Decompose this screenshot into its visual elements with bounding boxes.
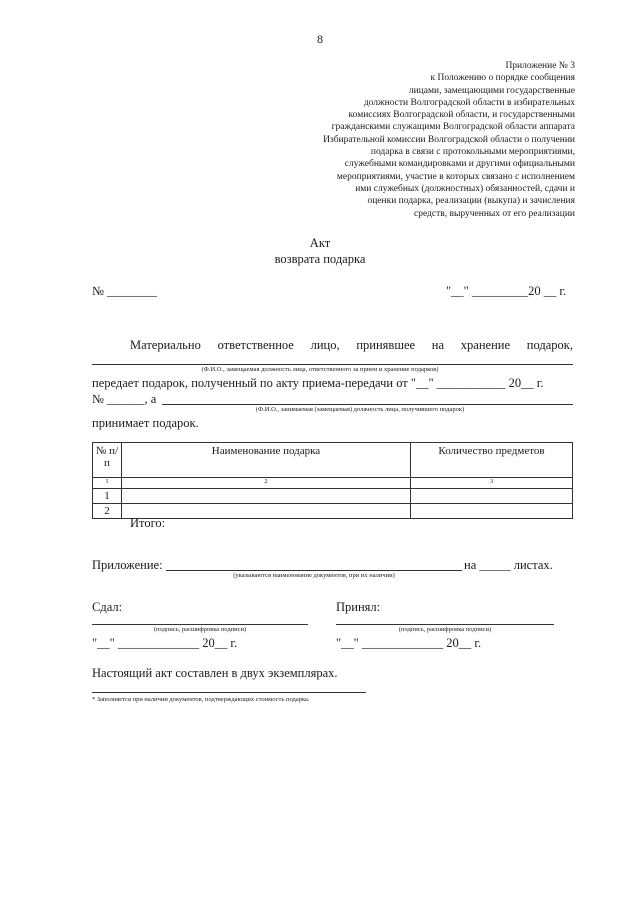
appendix-line: к Положению о порядке сообщения [430, 73, 575, 84]
fill-line-attachment [166, 570, 462, 571]
appendix-line: Приложение № 3 [505, 61, 575, 71]
act-number: № ________ [92, 284, 158, 298]
closing-text: Настоящий акт составлен в двух экземплярах. [92, 666, 338, 680]
appendix-line: ими служебных (должностных) обязанностей, сдачи и [355, 183, 575, 194]
appendix-line: оценки подарка, реализации (выкупа) и зачисления [367, 196, 575, 207]
table-header-cell: Наименование подарка [122, 443, 411, 478]
fill-line-recipient [162, 404, 573, 405]
appendix-header [255, 60, 575, 220]
caption-responsible: (Ф.И.О., замещаемая должность лица, ответственного за прием и хранение подарков) [201, 366, 439, 373]
table-row [93, 489, 573, 504]
table-cell [411, 504, 573, 519]
table-cell [122, 489, 411, 504]
signature-line-left [92, 624, 308, 625]
para-word: принявшее [356, 338, 416, 352]
caption-signature-left: (подпись, расшифровка подписи) [153, 626, 247, 633]
act-date: "__" _________20 __ г. [446, 284, 567, 298]
signature-date-right: "__" _____________ 20__ г. [336, 636, 482, 650]
table-header-row [93, 443, 573, 478]
table-column-number: 3 [411, 478, 573, 489]
para-word: подарок, [526, 338, 573, 352]
signature-date-left: "__" _____________ 20__ г. [92, 636, 238, 650]
attachment-sheets: на _____ листах. [464, 558, 553, 572]
appendix-line: Избирательной комиссии Волгоградской области о получении [323, 134, 575, 145]
para-word: лицо, [310, 338, 340, 352]
attachment-label: Приложение: [92, 558, 163, 572]
appendix-line: мероприятиями, участие в которых связано с исполнением [336, 171, 575, 182]
table-header-cell: № п/п [93, 443, 122, 478]
appendix-line: средств, вырученных от его реализации [414, 208, 575, 219]
page-number: 8 [317, 32, 323, 46]
footnote-separator [92, 692, 366, 693]
para-word: хранение [460, 338, 511, 352]
gifts-table [92, 442, 573, 519]
table-column-number: 1 [93, 478, 122, 489]
para-word: на [431, 338, 445, 352]
paragraph-accepts: принимает подарок. [92, 416, 199, 430]
table-cell: 2 [93, 504, 122, 519]
para-word: ответственное [217, 338, 294, 352]
total-label: Итого: [130, 516, 166, 530]
appendix-line: подарка в связи с протокольными мероприятиями, [370, 147, 575, 158]
table-column-number-row [93, 478, 573, 489]
para-word: Материально [130, 338, 201, 352]
fill-line-responsible [92, 364, 573, 365]
table-column-number: 2 [122, 478, 411, 489]
handed-label: Сдал: [92, 600, 123, 614]
table-cell: 1 [93, 489, 122, 504]
caption-signature-right: (подпись, расшифровка подписи) [398, 626, 492, 633]
footnote: * Заполняется при наличии документов, подтверждающих стоимость подарка. [92, 696, 310, 703]
document-title: Акт [309, 236, 331, 250]
caption-attachment: (указываются наименование документов, при их наличии) [233, 572, 395, 579]
signature-line-right [336, 624, 554, 625]
paragraph-transfer: передает подарок, полученный по акту приема-передачи от "__" ___________ 20__ г. [92, 376, 544, 390]
caption-recipient: (Ф.И.О., занимаемая (замещаемая) должность лица, получившего подарок) [255, 406, 465, 413]
table-header-cell: Количество предметов [411, 443, 573, 478]
appendix-line: комиссиях Волгоградской области, и государственными [348, 110, 575, 121]
document-subtitle: возврата подарка [274, 252, 366, 266]
paragraph-responsible [130, 338, 573, 353]
table-cell [411, 489, 573, 504]
appendix-line: гражданскими служащими Волгоградской области аппарата [331, 122, 575, 133]
received-label: Принял: [336, 600, 381, 614]
paragraph-number-prefix: № ______, а [92, 392, 157, 406]
appendix-line: должности Волгоградской области в избирательных [363, 97, 575, 108]
appendix-line: служебными командировками и другими официальными [344, 159, 575, 170]
appendix-line: лицами, замещающими государственные [408, 85, 575, 96]
